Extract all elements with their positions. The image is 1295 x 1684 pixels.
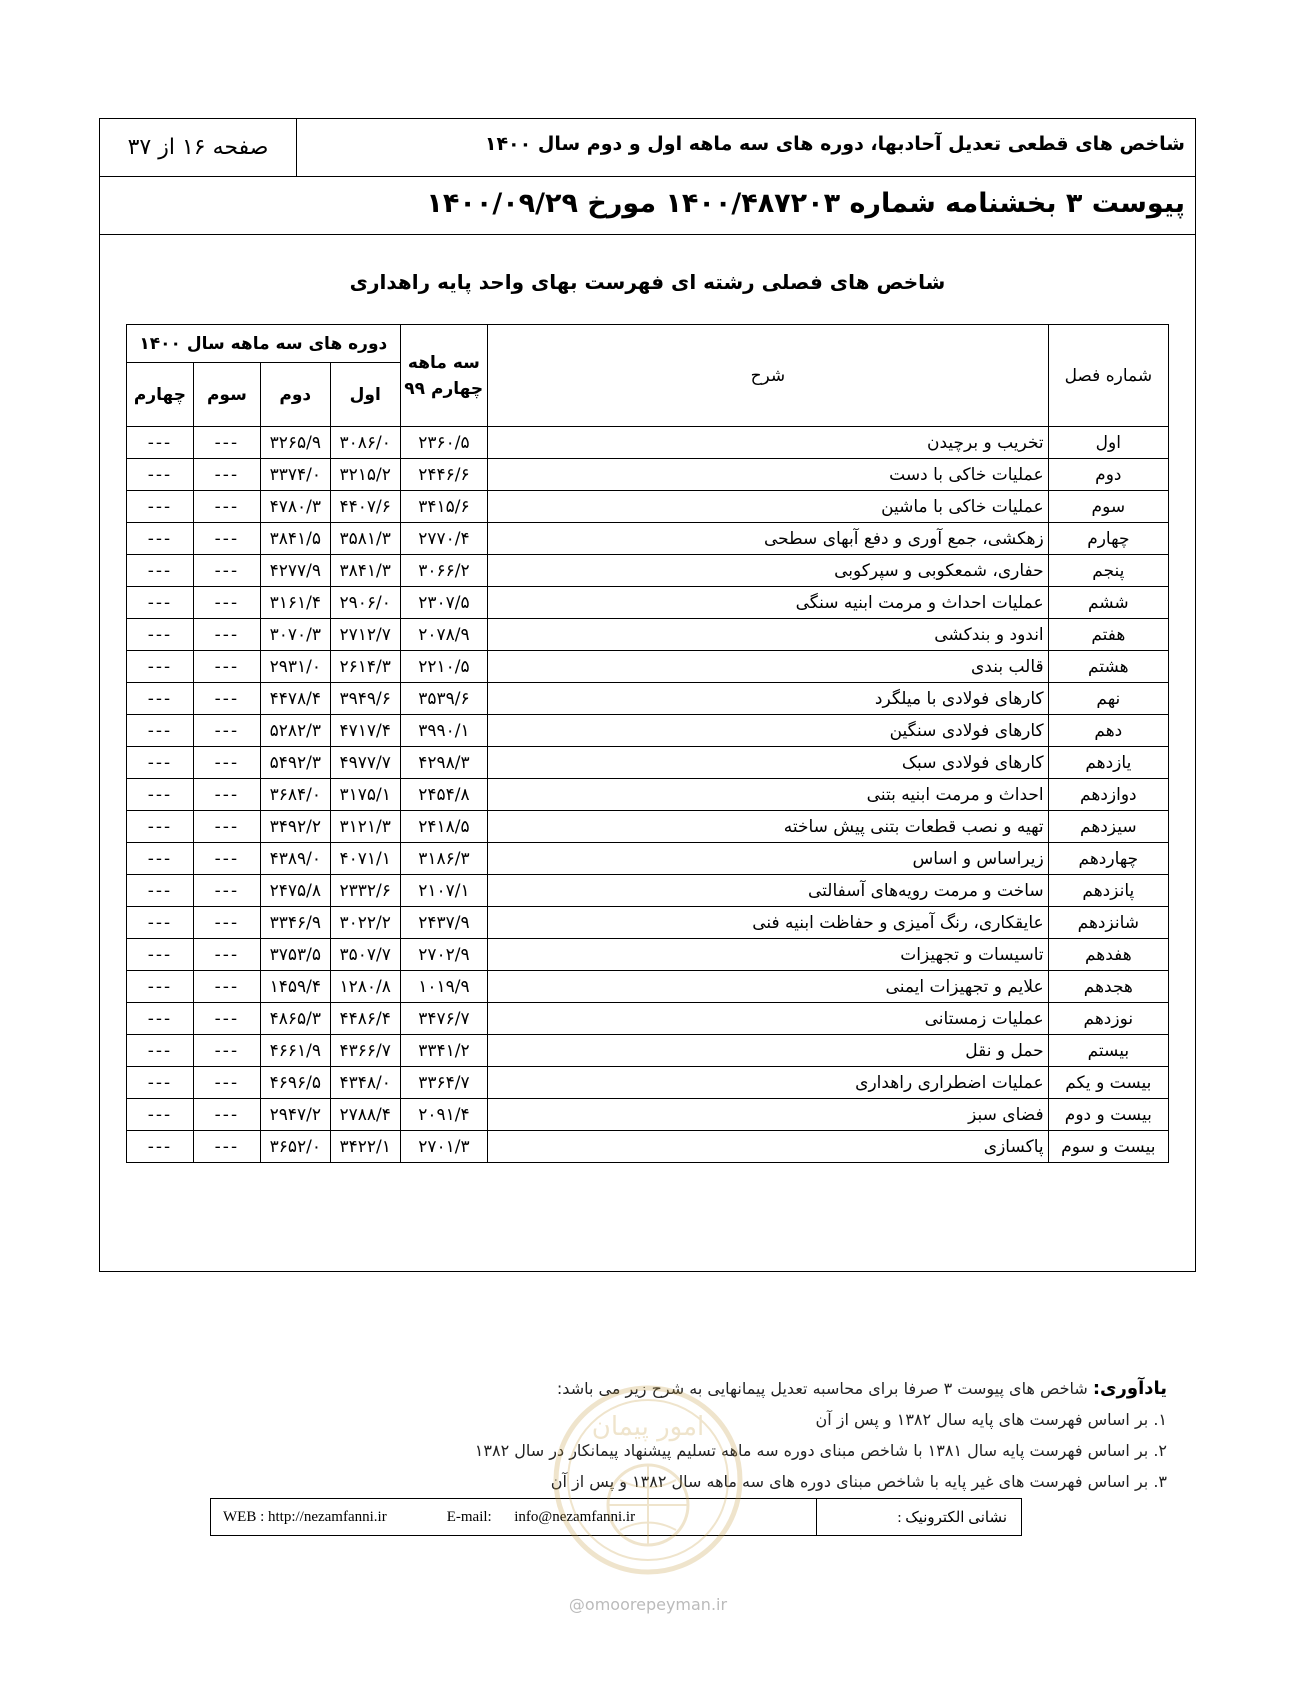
cell-q4: --- [127, 619, 194, 651]
cell-chapter: هفتم [1048, 619, 1168, 651]
cell-q4: --- [127, 747, 194, 779]
table-row [127, 1035, 1169, 1067]
cell-q3: --- [193, 811, 260, 843]
notes-lead: یادآوری: [1092, 1378, 1167, 1399]
cell-q2: ۱۴۵۹/۴ [260, 971, 330, 1003]
cell-q4: --- [127, 587, 194, 619]
cell-chapter: ششم [1048, 587, 1168, 619]
cell-q4: --- [127, 1035, 194, 1067]
cell-q4-99: ۴۲۹۸/۳ [400, 747, 487, 779]
cell-q2: ۳۴۹۲/۲ [260, 811, 330, 843]
subheader-row [100, 177, 1195, 235]
cell-q4-99: ۳۳۶۴/۷ [400, 1067, 487, 1099]
email-label: E-mail: [446, 1508, 492, 1525]
cell-q3: --- [193, 1003, 260, 1035]
cell-q1: ۳۵۸۱/۳ [330, 523, 400, 555]
table-row [127, 427, 1169, 459]
cell-q4: --- [127, 427, 194, 459]
cell-chapter: دوم [1048, 459, 1168, 491]
cell-q4: --- [127, 875, 194, 907]
cell-q2: ۵۲۸۲/۳ [260, 715, 330, 747]
cell-q4-99: ۲۴۳۷/۹ [400, 907, 487, 939]
circular-reference: پیوست ۳ بخشنامه شماره ۱۴۰۰/۴۸۷۲۰۳ مورخ ۱۴۰۰/۰۹/۲۹ [426, 188, 1185, 219]
cell-q1: ۳۱۷۵/۱ [330, 779, 400, 811]
cell-q1: ۲۶۱۴/۳ [330, 651, 400, 683]
cell-q4: --- [127, 683, 194, 715]
cell-q2: ۳۸۴۱/۵ [260, 523, 330, 555]
cell-q4-99: ۳۰۶۶/۲ [400, 555, 487, 587]
cell-description: ساخت و مرمت رویه‌های آسفالتی [488, 875, 1049, 907]
cell-q3: --- [193, 779, 260, 811]
header-q3: سوم [193, 363, 260, 427]
cell-q3: --- [193, 651, 260, 683]
email-link[interactable]: info@nezamfanni.ir [514, 1508, 636, 1525]
cell-q1: ۴۴۰۷/۶ [330, 491, 400, 523]
cell-q3: --- [193, 715, 260, 747]
cell-q1: ۲۹۰۶/۰ [330, 587, 400, 619]
cell-q4: --- [127, 523, 194, 555]
cell-q3: --- [193, 971, 260, 1003]
header-q2: دوم [260, 363, 330, 427]
cell-q2: ۴۷۸۰/۳ [260, 491, 330, 523]
table-row [127, 619, 1169, 651]
cell-q1: ۳۹۴۹/۶ [330, 683, 400, 715]
header-q1: اول [330, 363, 400, 427]
cell-description: عملیات احداث و مرمت ابنیه سنگی [488, 587, 1049, 619]
cell-q4-99: ۲۰۷۸/۹ [400, 619, 487, 651]
cell-q4-99: ۲۷۷۰/۴ [400, 523, 487, 555]
cell-q2: ۳۱۶۱/۴ [260, 587, 330, 619]
cell-q2: ۳۷۵۳/۵ [260, 939, 330, 971]
table-row [127, 683, 1169, 715]
cell-q4: --- [127, 1099, 194, 1131]
table-row [127, 715, 1169, 747]
cell-q2: ۳۰۷۰/۳ [260, 619, 330, 651]
cell-q2: ۴۶۹۶/۵ [260, 1067, 330, 1099]
table-row [127, 779, 1169, 811]
header-periods-group: دوره های سه ماهه سال ۱۴۰۰ [127, 325, 401, 363]
cell-description: فضای سبز [488, 1099, 1049, 1131]
table-row [127, 971, 1169, 1003]
web-link[interactable]: WEB : http://nezamfanni.ir [223, 1508, 387, 1525]
table-row [127, 651, 1169, 683]
cell-q4-99: ۲۲۱۰/۵ [400, 651, 487, 683]
cell-description: کارهای فولادی سبک [488, 747, 1049, 779]
table-row [127, 587, 1169, 619]
document-title: شاخص های قطعی تعدیل آحادبها، دوره های سه ماهه اول و دوم سال ۱۴۰۰ [484, 133, 1185, 155]
cell-q1: ۳۸۴۱/۳ [330, 555, 400, 587]
cell-description: حفاری، شمعکوبی و سپرکوبی [488, 555, 1049, 587]
cell-q1: ۳۱۲۱/۳ [330, 811, 400, 843]
cell-q2: ۲۹۳۱/۰ [260, 651, 330, 683]
cell-description: احداث و مرمت ابنیه بتنی [488, 779, 1049, 811]
cell-description: تخریب و برچیدن [488, 427, 1049, 459]
index-table [126, 324, 1169, 1163]
cell-chapter: هجدهم [1048, 971, 1168, 1003]
watermark-text: @omoorepeyman.ir [568, 1595, 728, 1614]
cell-q4-99: ۲۱۰۷/۱ [400, 875, 487, 907]
cell-chapter: شانزدهم [1048, 907, 1168, 939]
cell-chapter: هشتم [1048, 651, 1168, 683]
page-number: صفحه ۱۶ از ۳۷ [100, 119, 297, 176]
cell-q4: --- [127, 715, 194, 747]
cell-chapter: سوم [1048, 491, 1168, 523]
cell-q4-99: ۳۱۸۶/۳ [400, 843, 487, 875]
cell-q4: --- [127, 459, 194, 491]
cell-q2: ۳۲۶۵/۹ [260, 427, 330, 459]
cell-q2: ۳۶۵۲/۰ [260, 1131, 330, 1163]
cell-q2: ۵۴۹۲/۳ [260, 747, 330, 779]
cell-chapter: نوزدهم [1048, 1003, 1168, 1035]
cell-chapter: سیزدهم [1048, 811, 1168, 843]
cell-q3: --- [193, 875, 260, 907]
cell-description: زیراساس و اساس [488, 843, 1049, 875]
cell-q4: --- [127, 1131, 194, 1163]
watermark-logo-text: امور پیمان [591, 1412, 705, 1442]
header-row [100, 119, 1195, 177]
cell-q3: --- [193, 683, 260, 715]
cell-q4-99: ۳۳۴۱/۲ [400, 1035, 487, 1067]
cell-q3: --- [193, 747, 260, 779]
cell-q4-99: ۳۵۳۹/۶ [400, 683, 487, 715]
cell-q4-99: ۲۷۰۲/۹ [400, 939, 487, 971]
cell-description: تاسیسات و تجهیزات [488, 939, 1049, 971]
cell-chapter: یازدهم [1048, 747, 1168, 779]
table-row [127, 523, 1169, 555]
cell-description: عملیات اضطراری راهداری [488, 1067, 1049, 1099]
table-row [127, 1099, 1169, 1131]
cell-description: کارهای فولادی سنگین [488, 715, 1049, 747]
table-row [127, 1131, 1169, 1163]
cell-q2: ۴۳۸۹/۰ [260, 843, 330, 875]
cell-description: عملیات زمستانی [488, 1003, 1049, 1035]
cell-q4-99: ۲۳۶۰/۵ [400, 427, 487, 459]
cell-q3: --- [193, 1131, 260, 1163]
cell-chapter: نهم [1048, 683, 1168, 715]
table-row [127, 459, 1169, 491]
cell-q4-99: ۳۴۷۶/۷ [400, 1003, 487, 1035]
table-row [127, 1003, 1169, 1035]
cell-q4: --- [127, 971, 194, 1003]
cell-q4: --- [127, 491, 194, 523]
table-row [127, 939, 1169, 971]
cell-q3: --- [193, 1067, 260, 1099]
notes-intro: شاخص های پیوست ۳ صرفا برای محاسبه تعدیل پیمانهایی به شرح زیر می باشد: [556, 1379, 1088, 1398]
cell-q4: --- [127, 779, 194, 811]
cell-q4-99: ۲۴۵۴/۸ [400, 779, 487, 811]
cell-q3: --- [193, 427, 260, 459]
cell-q1: ۴۳۴۸/۰ [330, 1067, 400, 1099]
cell-q3: --- [193, 491, 260, 523]
table-row [127, 811, 1169, 843]
table-row [127, 747, 1169, 779]
cell-description: تهیه و نصب قطعات بتنی پیش ساخته [488, 811, 1049, 843]
cell-q1: ۳۲۱۵/۲ [330, 459, 400, 491]
cell-chapter: دهم [1048, 715, 1168, 747]
cell-chapter: چهارم [1048, 523, 1168, 555]
cell-q4: --- [127, 555, 194, 587]
cell-q1: ۳۴۲۲/۱ [330, 1131, 400, 1163]
cell-q4: --- [127, 907, 194, 939]
cell-q4-99: ۲۴۴۶/۶ [400, 459, 487, 491]
header-chapter: شماره فصل [1048, 325, 1168, 427]
cell-q1: ۱۲۸۰/۸ [330, 971, 400, 1003]
note-item-3: ۳. بر اساس فهرست های غیر پایه با شاخص مبنای دوره های سه ماهه سال ۱۳۸۲ و پس از آن [550, 1472, 1167, 1491]
cell-chapter: بیست و دوم [1048, 1099, 1168, 1131]
header-description: شرح [488, 325, 1049, 427]
cell-q4-99: ۳۴۱۵/۶ [400, 491, 487, 523]
watermark-logo [548, 1380, 748, 1590]
cell-chapter: پانزدهم [1048, 875, 1168, 907]
cell-q3: --- [193, 523, 260, 555]
cell-q2: ۲۴۷۵/۸ [260, 875, 330, 907]
cell-q4: --- [127, 939, 194, 971]
cell-description: زهکشی، جمع آوری و دفع آبهای سطحی [488, 523, 1049, 555]
cell-q1: ۴۷۱۷/۴ [330, 715, 400, 747]
cell-q3: --- [193, 1035, 260, 1067]
cell-q1: ۴۹۷۷/۷ [330, 747, 400, 779]
cell-q3: --- [193, 1099, 260, 1131]
cell-description: پاکسازی [488, 1131, 1049, 1163]
cell-description: عملیات خاکی با دست [488, 459, 1049, 491]
contact-label: نشانی الکترونیک : [816, 1499, 1021, 1535]
cell-q4: --- [127, 843, 194, 875]
header-q4-99-line1: سه ماهه [407, 352, 480, 373]
cell-q4-99: ۲۳۰۷/۵ [400, 587, 487, 619]
cell-q2: ۳۳۷۴/۰ [260, 459, 330, 491]
cell-q1: ۴۰۷۱/۱ [330, 843, 400, 875]
cell-chapter: اول [1048, 427, 1168, 459]
cell-description: قالب بندی [488, 651, 1049, 683]
cell-q1: ۳۵۰۷/۷ [330, 939, 400, 971]
cell-q4: --- [127, 1003, 194, 1035]
cell-q1: ۲۷۱۲/۷ [330, 619, 400, 651]
table-title: شاخص های فصلی رشته ای فهرست بهای واحد پایه راهداری [349, 270, 946, 294]
cell-q3: --- [193, 907, 260, 939]
table-row [127, 843, 1169, 875]
table-row [127, 1067, 1169, 1099]
cell-q2: ۳۶۸۴/۰ [260, 779, 330, 811]
cell-q4-99: ۳۹۹۰/۱ [400, 715, 487, 747]
cell-q4: --- [127, 1067, 194, 1099]
cell-description: حمل و نقل [488, 1035, 1049, 1067]
cell-chapter: دوازدهم [1048, 779, 1168, 811]
cell-chapter: هفدهم [1048, 939, 1168, 971]
cell-q3: --- [193, 619, 260, 651]
cell-description: عایقکاری، رنگ آمیزی و حفاظت ابنیه فنی [488, 907, 1049, 939]
cell-description: اندود و بندکشی [488, 619, 1049, 651]
cell-q1: ۲۳۳۲/۶ [330, 875, 400, 907]
cell-description: علایم و تجهیزات ایمنی [488, 971, 1049, 1003]
cell-q1: ۴۴۸۶/۴ [330, 1003, 400, 1035]
cell-chapter: بیست و سوم [1048, 1131, 1168, 1163]
cell-q3: --- [193, 587, 260, 619]
table-row [127, 907, 1169, 939]
cell-q4-99: ۲۰۹۱/۴ [400, 1099, 487, 1131]
cell-q3: --- [193, 843, 260, 875]
table-row [127, 555, 1169, 587]
table-body [127, 427, 1169, 1163]
cell-description: عملیات خاکی با ماشین [488, 491, 1049, 523]
header-q4: چهارم [127, 363, 194, 427]
cell-description: کارهای فولادی با میلگرد [488, 683, 1049, 715]
header-q4-99 [400, 325, 487, 427]
cell-q3: --- [193, 555, 260, 587]
cell-q2: ۴۶۶۱/۹ [260, 1035, 330, 1067]
cell-q2: ۴۲۷۷/۹ [260, 555, 330, 587]
header-q4-99-line2: چهارم ۹۹ [404, 378, 484, 399]
note-item-1: ۱. بر اساس فهرست های پایه سال ۱۳۸۲ و پس از آن [815, 1410, 1167, 1429]
cell-chapter: چهاردهم [1048, 843, 1168, 875]
cell-q2: ۴۴۷۸/۴ [260, 683, 330, 715]
cell-q4: --- [127, 651, 194, 683]
cell-q3: --- [193, 459, 260, 491]
cell-chapter: بیستم [1048, 1035, 1168, 1067]
cell-q1: ۳۰۸۶/۰ [330, 427, 400, 459]
cell-chapter: پنجم [1048, 555, 1168, 587]
cell-q2: ۲۹۴۷/۲ [260, 1099, 330, 1131]
cell-q4-99: ۱۰۱۹/۹ [400, 971, 487, 1003]
table-row [127, 875, 1169, 907]
cell-q4-99: ۲۷۰۱/۳ [400, 1131, 487, 1163]
cell-q4-99: ۲۴۱۸/۵ [400, 811, 487, 843]
cell-q4: --- [127, 811, 194, 843]
cell-q2: ۳۳۴۶/۹ [260, 907, 330, 939]
cell-q1: ۴۳۶۶/۷ [330, 1035, 400, 1067]
cell-q3: --- [193, 939, 260, 971]
cell-q1: ۳۰۲۲/۲ [330, 907, 400, 939]
cell-q2: ۴۸۶۵/۳ [260, 1003, 330, 1035]
cell-chapter: بیست و یکم [1048, 1067, 1168, 1099]
note-item-2: ۲. بر اساس فهرست پایه سال ۱۳۸۱ با شاخص مبنای دوره سه ماهه تسلیم پیشنهاد پیمانکار در سال ۱۳۸۲ [474, 1441, 1167, 1460]
table-row [127, 491, 1169, 523]
cell-q1: ۲۷۸۸/۴ [330, 1099, 400, 1131]
